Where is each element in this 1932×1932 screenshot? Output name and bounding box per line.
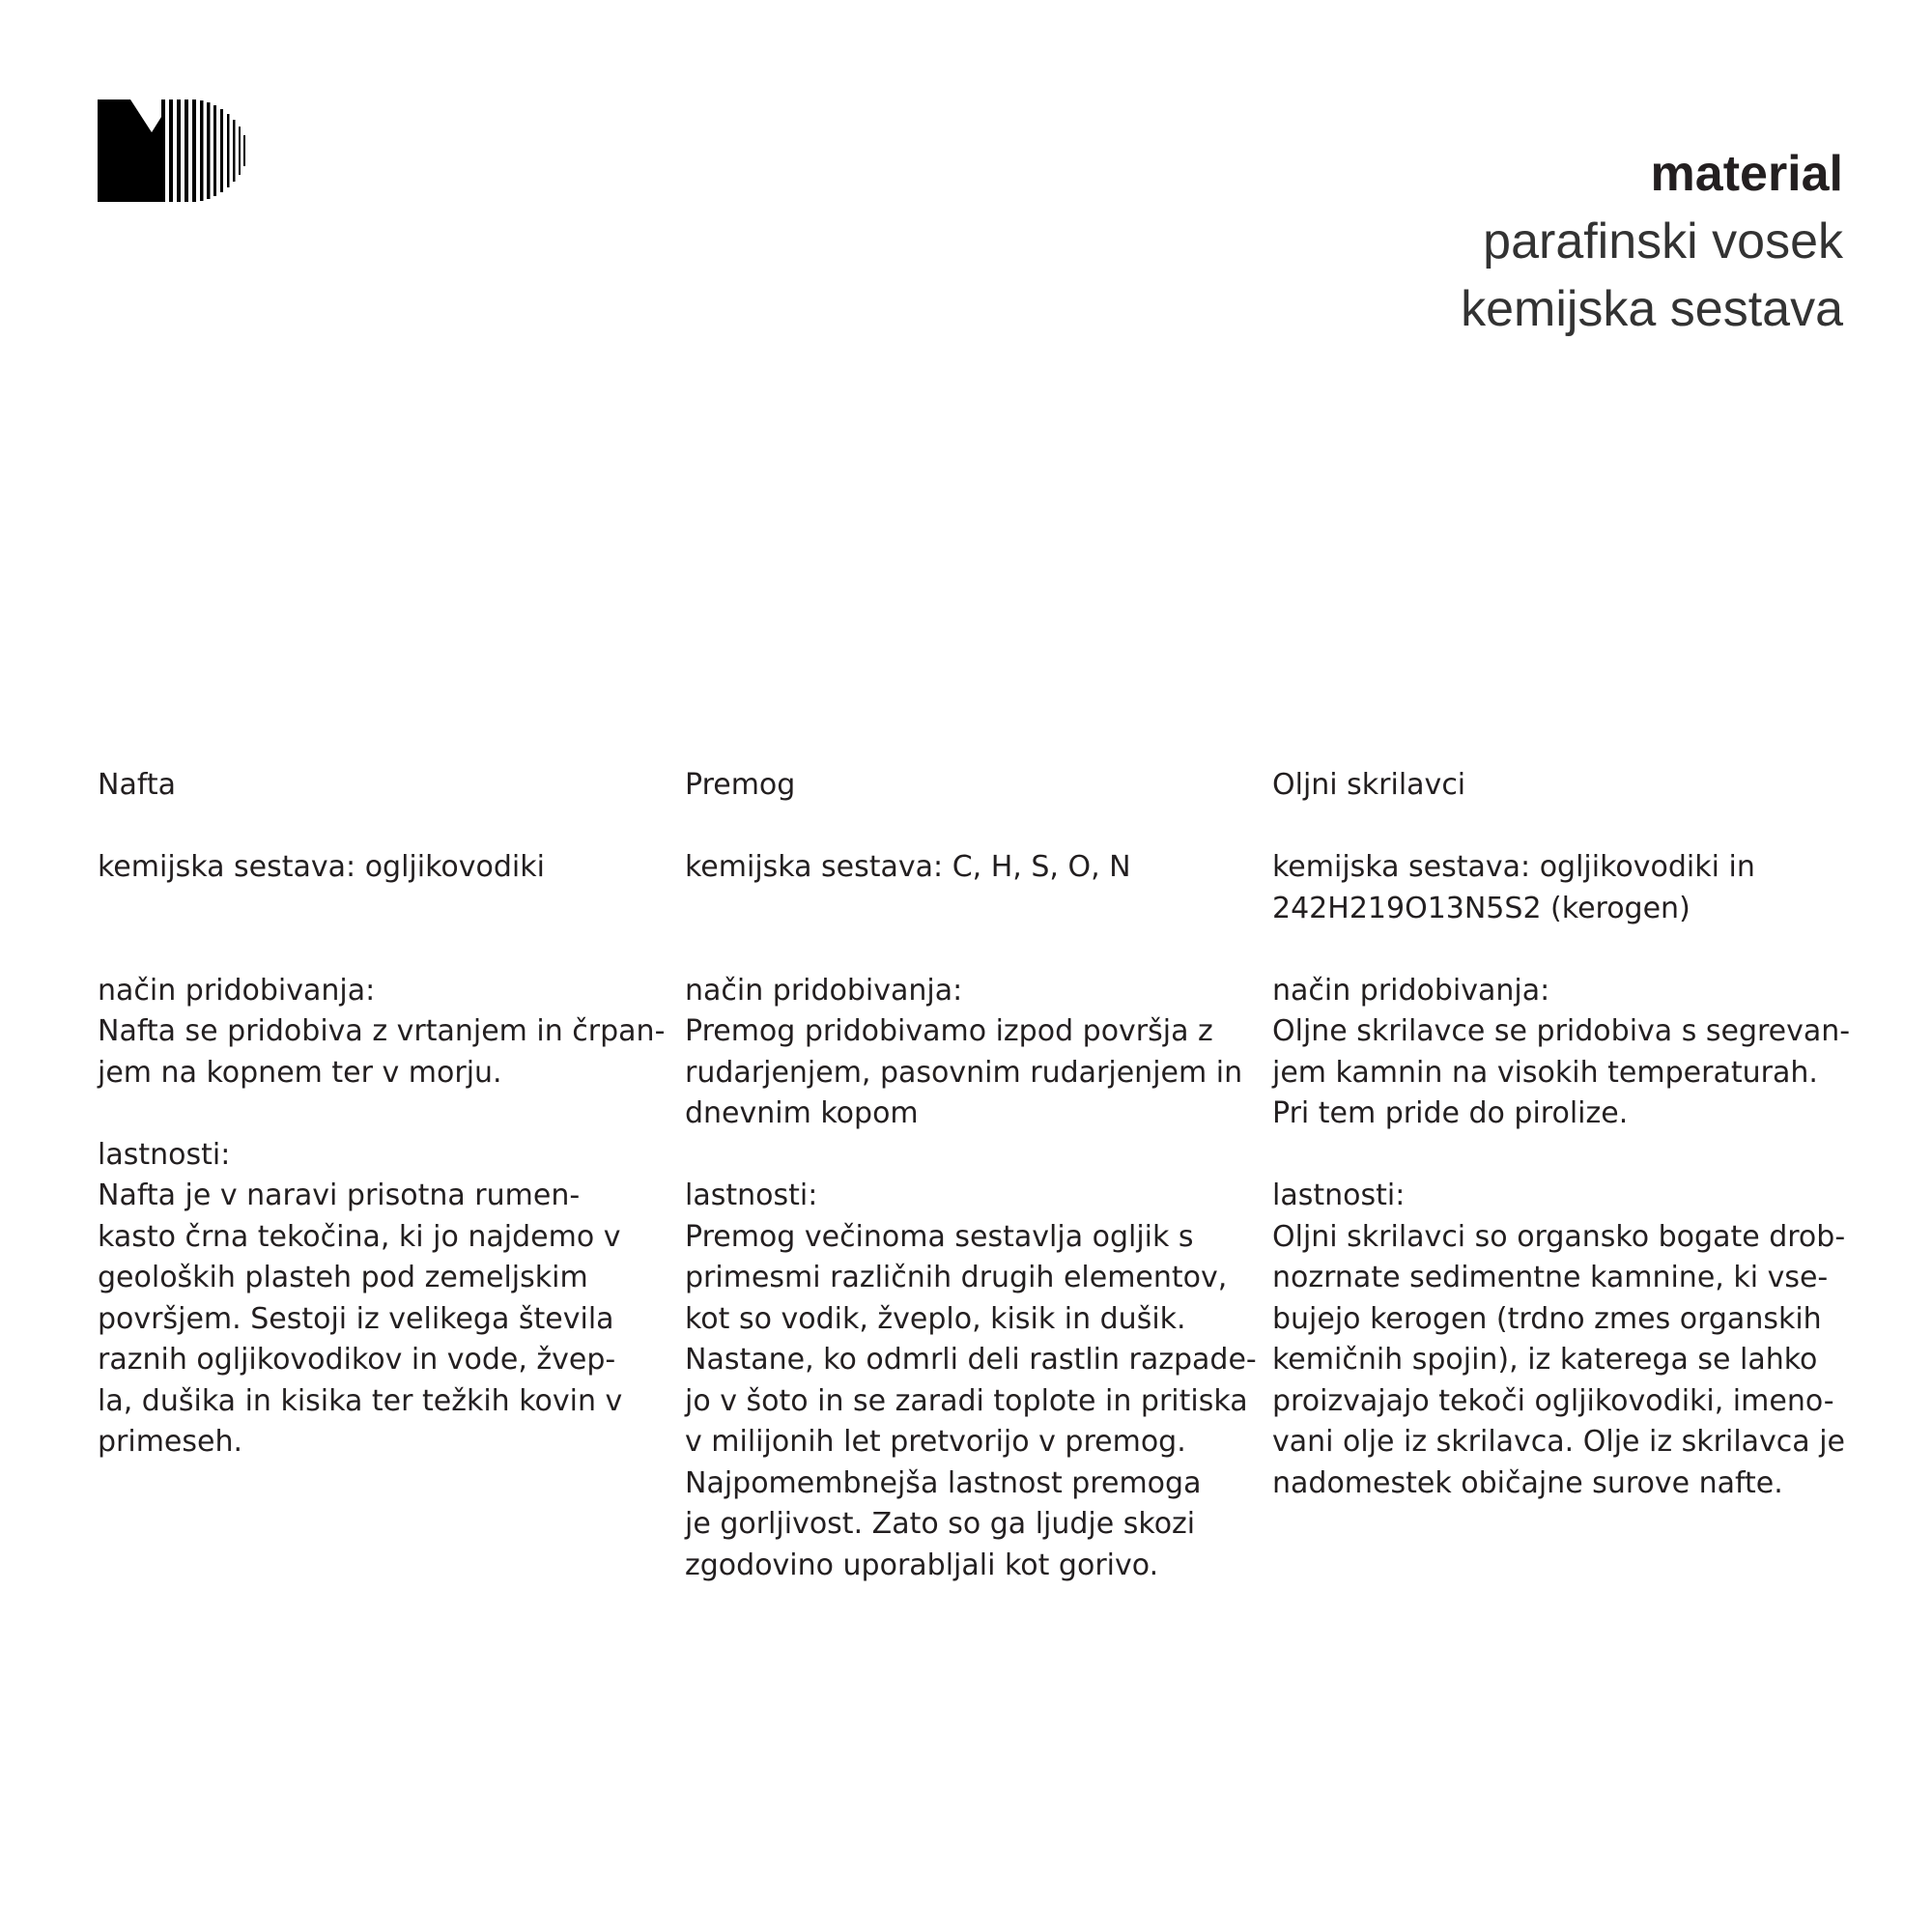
title-block xyxy=(1461,140,1843,343)
page-subtitle-topic: kemijska sestava xyxy=(1461,281,1843,337)
page-title: material xyxy=(1650,146,1843,202)
column-oljni-skrilavci xyxy=(1272,765,1852,1504)
column-heading: Nafta xyxy=(98,768,177,802)
md-logo-icon xyxy=(98,99,262,202)
method-text: Oljne skrilavce se pridobiva s segrevan- jem kamnin na visokih temperaturah. Pri tem pride do pirolize. xyxy=(1272,1014,1851,1130)
properties-label: lastnosti: xyxy=(1272,1179,1406,1212)
properties-label: lastnosti: xyxy=(98,1137,231,1172)
properties-text: Premog večinoma sestavlja ogljik s primesmi različnih drugih elementov, kot so vodik, žveplo, kisik in dušik. Nastane, ko odmrli deli rastlin razpade- jo v šoto in se zaradi toplote in pritiska v milijonih let pretvorijo v premog. Najpomembnejša lastnost premoga je gorljivost. Zato so ga ljudje skozi zgodovino uporabljali kot gorivo. xyxy=(685,1219,1257,1582)
chemical-composition: kemijska sestava: C, H, S, O, N xyxy=(685,850,1131,884)
properties-label: lastnosti: xyxy=(685,1179,818,1212)
properties-text: Nafta je v naravi prisotna rumen- kasto črna tekočina, ki jo najdemo v geoloških plasteh pod zemeljskim površjem. Sestoji iz velikega števila raznih ogljikovodikov in vode, žvep- la, dušika in kisika ter težkih kovin v primeseh. xyxy=(98,1179,623,1459)
properties-text: Oljni skrilavci so organsko bogate drob- nozrnate sedimentne kamnine, ki vse- bujejo kerogen (trdno zmes organskih kemičnih spojin), iz katerega se lahko proizvajajo tekoči ogljikovodiki, imeno- vani olje iz skrilavca. Olje iz skrilavca je nadomestek običajne surove nafte. xyxy=(1272,1219,1846,1500)
column-premog xyxy=(685,765,1264,1586)
column-nafta xyxy=(98,765,668,1463)
method-label: način pridobivanja: xyxy=(98,973,376,1008)
chemical-composition: kemijska sestava: ogljikovodiki xyxy=(98,850,545,884)
method-label: način pridobivanja: xyxy=(685,973,963,1008)
method-text: Nafta se pridobiva z vrtanjem in črpan- jem na kopnem ter v morju. xyxy=(98,1014,666,1090)
method-text: Premog pridobivamo izpod površja z rudarjenjem, pasovnim rudarjenjem in dnevnim kopom xyxy=(685,1014,1243,1130)
column-heading: Premog xyxy=(685,768,796,802)
chemical-composition: kemijska sestava: ogljikovodiki in 242H219O13N5S2 (kerogen) xyxy=(1272,850,1755,925)
column-heading: Oljni skrilavci xyxy=(1272,768,1466,802)
method-label: način pridobivanja: xyxy=(1272,973,1550,1008)
page-subtitle-material: parafinski vosek xyxy=(1483,213,1843,270)
